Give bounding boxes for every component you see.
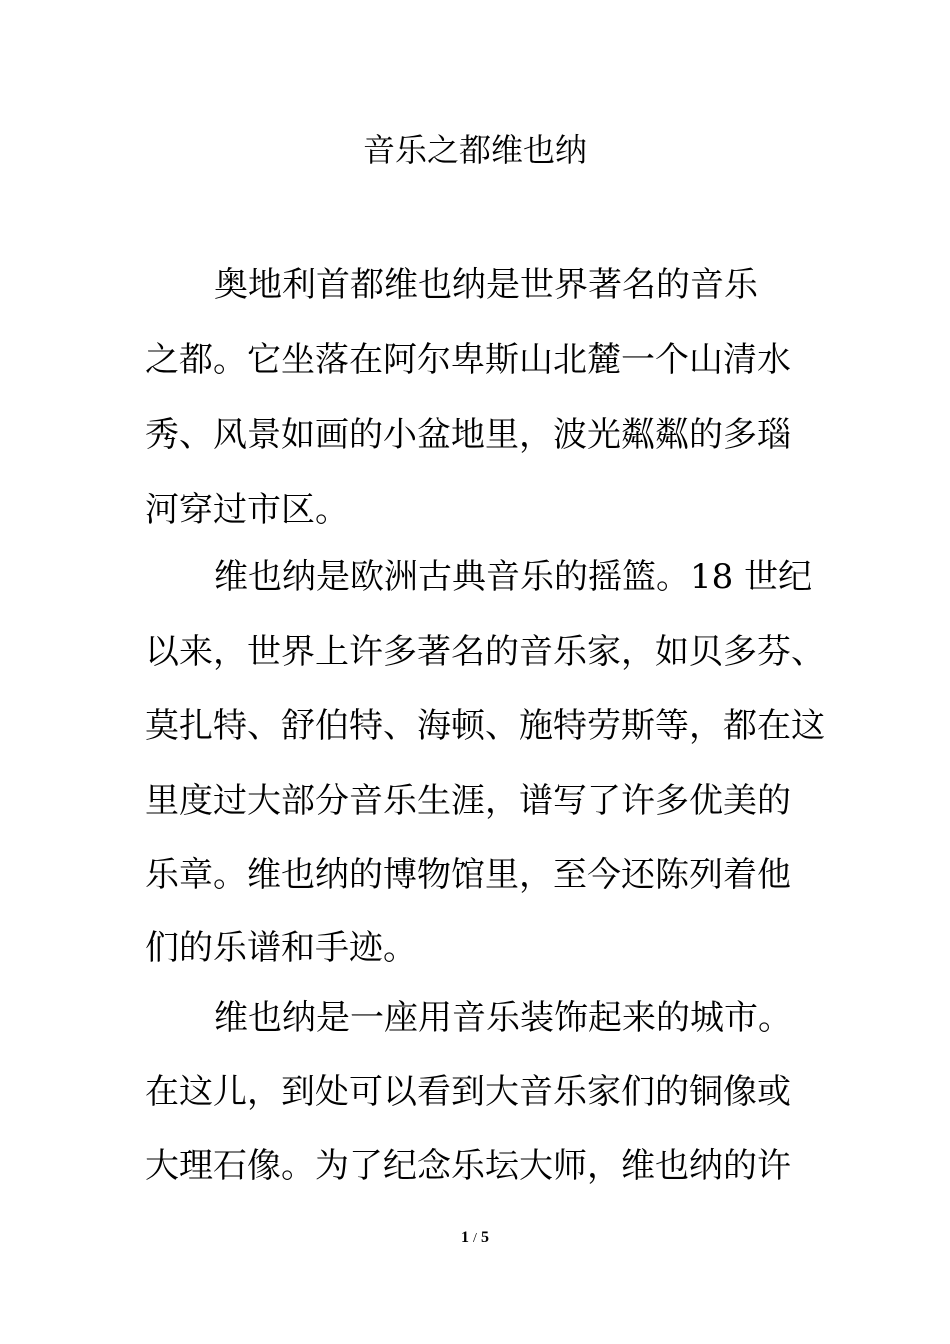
paragraph-3-line-1: 维也纳是一座用音乐装饰起来的城市。 bbox=[214, 998, 792, 1038]
paragraph-3-line-2: 在这儿，到处可以看到大音乐家们的铜像或 bbox=[145, 1072, 791, 1112]
current-page: 1 bbox=[461, 1229, 470, 1246]
paragraph-2-line-5: 乐章。维也纳的博物馆里，至今还陈列着他 bbox=[145, 855, 791, 895]
paragraph-2-line-2: 以来，世界上许多著名的音乐家，如贝多芬、 bbox=[145, 632, 825, 672]
paragraph-2-line-3: 莫扎特、舒伯特、海顿、施特劳斯等，都在这 bbox=[145, 706, 825, 746]
page-number bbox=[0, 1228, 950, 1249]
total-pages: 5 bbox=[480, 1229, 489, 1246]
paragraph-3-line-3: 大理石像。为了纪念乐坛大师，维也纳的许 bbox=[145, 1146, 791, 1186]
paragraph-2-line-1: 维也纳是欧洲古典音乐的摇篮。18 世纪 bbox=[214, 557, 813, 597]
paragraph-1-line-2: 之都。它坐落在阿尔卑斯山北麓一个山清水 bbox=[145, 340, 791, 380]
paragraph-1-line-1: 奥地利首都维也纳是世界著名的音乐 bbox=[214, 265, 758, 305]
paragraph-2-line-4: 里度过大部分音乐生涯，谱写了许多优美的 bbox=[145, 781, 791, 821]
document-title: 音乐之都维也纳 bbox=[362, 131, 587, 169]
paragraph-1-line-4: 河穿过市区。 bbox=[145, 490, 349, 530]
paragraph-1-line-3: 秀、风景如画的小盆地里，波光粼粼的多瑙 bbox=[145, 415, 791, 455]
page-separator: / bbox=[473, 1231, 477, 1246]
paragraph-2-line-6: 们的乐谱和手迹。 bbox=[145, 928, 417, 968]
